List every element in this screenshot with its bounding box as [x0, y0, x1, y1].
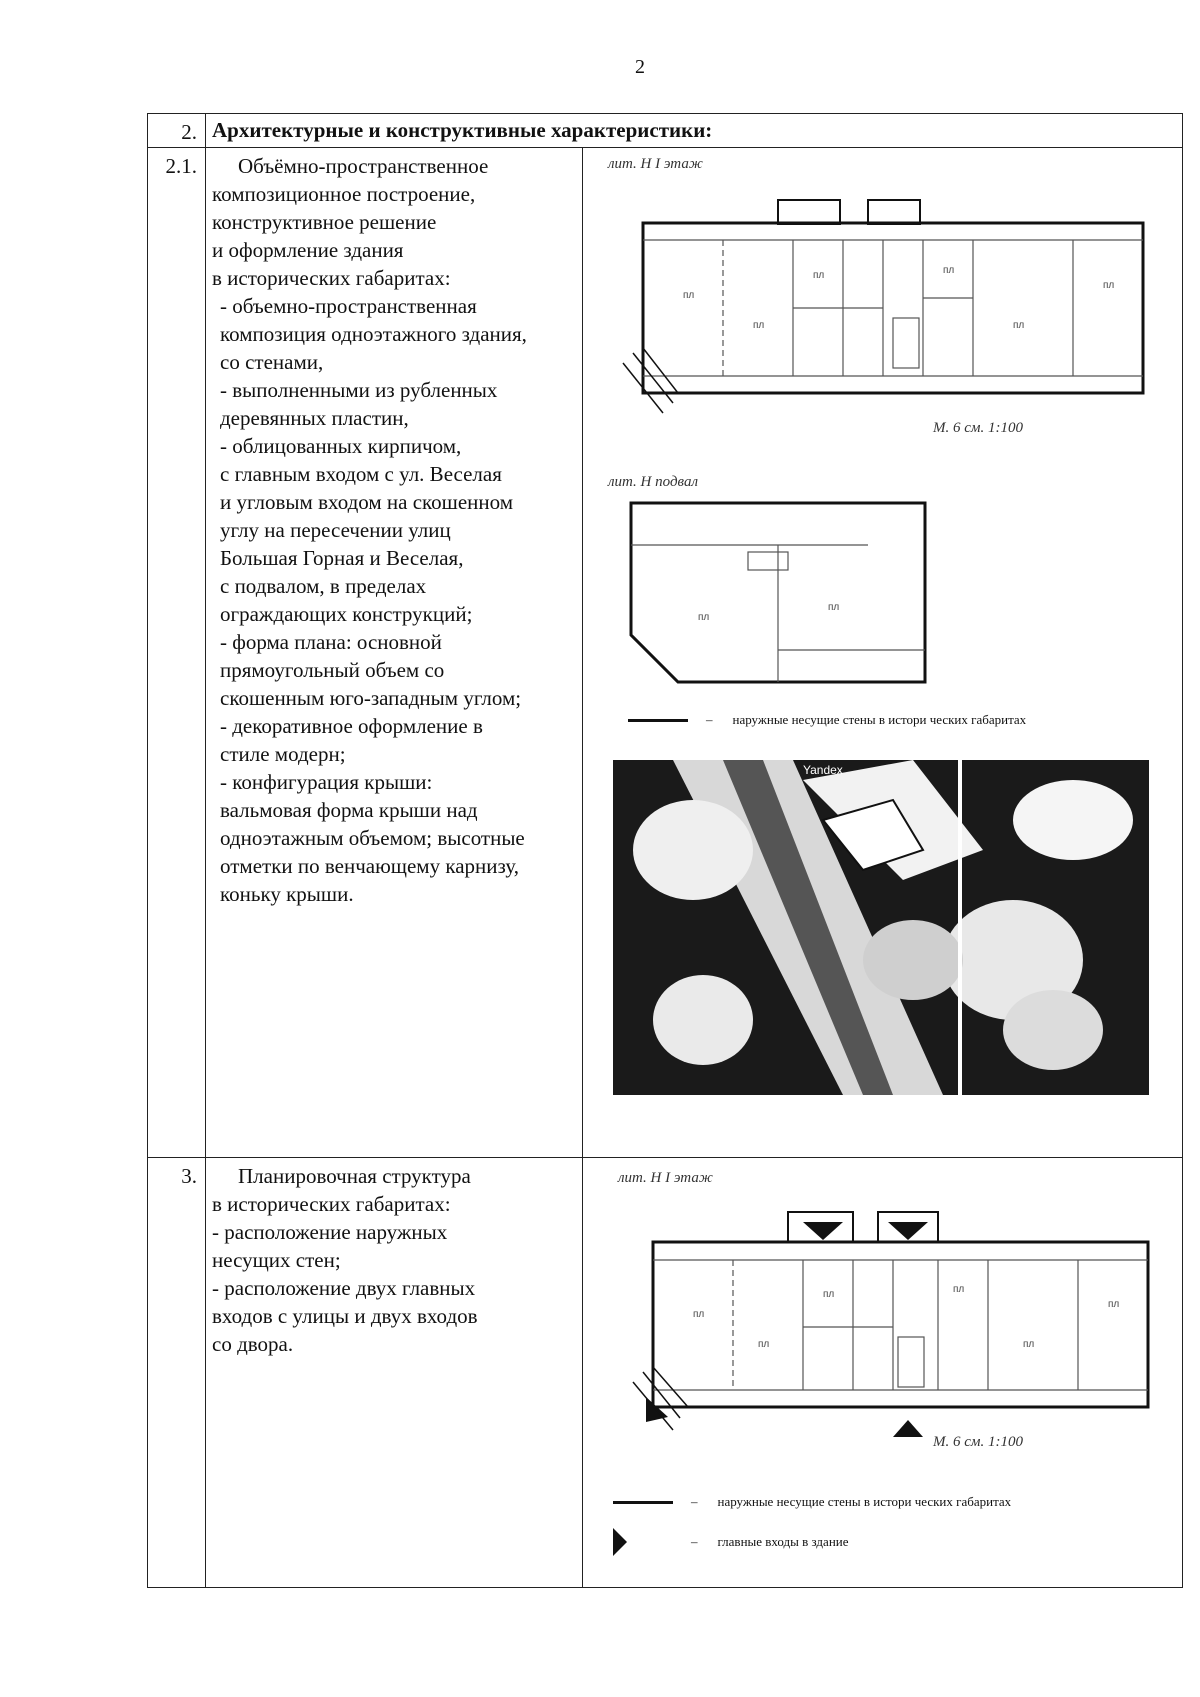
plan-floor-caption: лит. Н I этаж	[618, 1170, 713, 1186]
text-line: - форма плана: основной	[220, 630, 442, 654]
page-number: 2	[635, 56, 645, 78]
text-line: стиле модерн;	[220, 742, 346, 766]
row-3-description	[206, 1158, 583, 1588]
text-line: и оформление здания	[212, 238, 404, 262]
text-line: ограждающих конструкций;	[220, 602, 473, 626]
svg-text:пл: пл	[813, 270, 825, 281]
text-line: Объёмно-пространственное	[238, 154, 489, 178]
text-line: - конфигурация крыши:	[220, 770, 433, 794]
plan-basement-caption: лит. Н подвал	[608, 474, 698, 490]
text-line: с главным входом с ул. Веселая	[220, 462, 502, 486]
text-line: - расположение двух главных	[212, 1276, 476, 1300]
entrance-marker	[803, 1222, 843, 1240]
text-line: - объемно-пространственная	[220, 294, 477, 318]
row-2-1	[148, 148, 1183, 1158]
text-line: - расположение наружных	[212, 1220, 448, 1244]
text-line: и угловым входом на скошенном	[220, 490, 514, 514]
text-line: со стенами,	[220, 350, 324, 374]
section-title: Архитектурные и конструктивные характеристики:	[206, 114, 1183, 148]
legend-walls-label: наружные несущие стены в истори ческих габаритах	[717, 1494, 1012, 1509]
floor-plan-entrances-drawing	[608, 1192, 1168, 1457]
legend-walls-row	[628, 712, 1026, 728]
svg-text:пл: пл	[1013, 320, 1025, 331]
text-line: в исторических габаритах:	[212, 266, 451, 290]
wall-line-symbol	[628, 719, 688, 722]
text-line: входов с улицы и двух входов	[212, 1304, 478, 1328]
svg-text:пл: пл	[753, 320, 765, 331]
text-line: в исторических габаритах:	[212, 1192, 451, 1216]
text-line: композиционное построение,	[212, 182, 476, 206]
svg-text:пл: пл	[1023, 1339, 1035, 1350]
text-line: скошенным юго-западным углом;	[220, 686, 522, 710]
basement-plan-drawing	[628, 500, 928, 685]
text-line: деревянных пластин,	[220, 406, 409, 430]
plan-first-floor-caption: лит. Н I этаж	[608, 156, 703, 172]
aerial-watermark: Yandex	[803, 763, 843, 777]
entrance-marker	[893, 1420, 923, 1437]
section-number: 2.	[148, 114, 206, 148]
entrance-marker	[888, 1222, 928, 1240]
legend-dash: –	[706, 712, 713, 727]
text-line: вальмовая форма крыши над	[220, 798, 478, 822]
text-line: конструктивное решение	[212, 210, 437, 234]
legend-entrances-row	[613, 1528, 849, 1556]
text-line: - выполненными из рубленных	[220, 378, 498, 402]
aerial-photo	[613, 760, 1149, 1095]
legend-walls-row	[613, 1494, 1011, 1510]
svg-text:пл: пл	[828, 602, 840, 613]
row-2-1-description	[206, 148, 583, 1158]
text-line: отметки по венчающему карнизу,	[220, 854, 520, 878]
svg-text:пл: пл	[693, 1309, 705, 1320]
entrance-arrow-symbol	[613, 1528, 627, 1556]
characteristics-table	[147, 113, 1183, 1588]
row-3-number: 3.	[148, 1158, 206, 1588]
row-2-1-illustrations	[583, 148, 1183, 1158]
section-header-row	[148, 114, 1183, 148]
text-line: прямоугольный объем со	[220, 658, 445, 682]
text-line: Большая Горная и Веселая,	[220, 546, 464, 570]
svg-text:пл: пл	[1108, 1299, 1120, 1310]
text-line: - декоративное оформление в	[220, 714, 483, 738]
text-line: коньку крыши.	[220, 882, 354, 906]
legend-dash: –	[691, 1534, 698, 1549]
text-line: несущих стен;	[212, 1248, 341, 1272]
svg-text:пл: пл	[943, 265, 955, 276]
text-line: одноэтажным объемом; высотные	[220, 826, 525, 850]
text-line: с подвалом, в пределах	[220, 574, 427, 598]
svg-text:пл: пл	[823, 1289, 835, 1300]
wall-line-symbol	[613, 1501, 673, 1504]
svg-text:пл: пл	[758, 1339, 770, 1350]
text-line: со двора.	[212, 1332, 294, 1356]
plan-scale-note: М. 6 см. 1:100	[933, 420, 1023, 436]
text-line: - облицованных кирпичом,	[220, 434, 462, 458]
row-2-1-number: 2.1.	[148, 148, 206, 1158]
svg-text:пл: пл	[698, 612, 710, 623]
text-line: композиция одноэтажного здания,	[220, 322, 527, 346]
legend-entrances-label: главные входы в здание	[717, 1534, 849, 1549]
row-3	[148, 1158, 1183, 1588]
text-line: Планировочная структура	[238, 1164, 471, 1188]
svg-text:пл: пл	[1103, 280, 1115, 291]
legend-walls-label: наружные несущие стены в истори ческих габаритах	[732, 712, 1027, 727]
legend-dash: –	[691, 1494, 698, 1509]
plan-scale-note: М. 6 см. 1:100	[933, 1434, 1023, 1450]
svg-text:пл: пл	[953, 1284, 965, 1295]
row-3-illustrations	[583, 1158, 1183, 1588]
text-line: углу на пересечении улиц	[220, 518, 451, 542]
svg-text:пл: пл	[683, 290, 695, 301]
first-floor-plan-drawing	[603, 178, 1163, 438]
